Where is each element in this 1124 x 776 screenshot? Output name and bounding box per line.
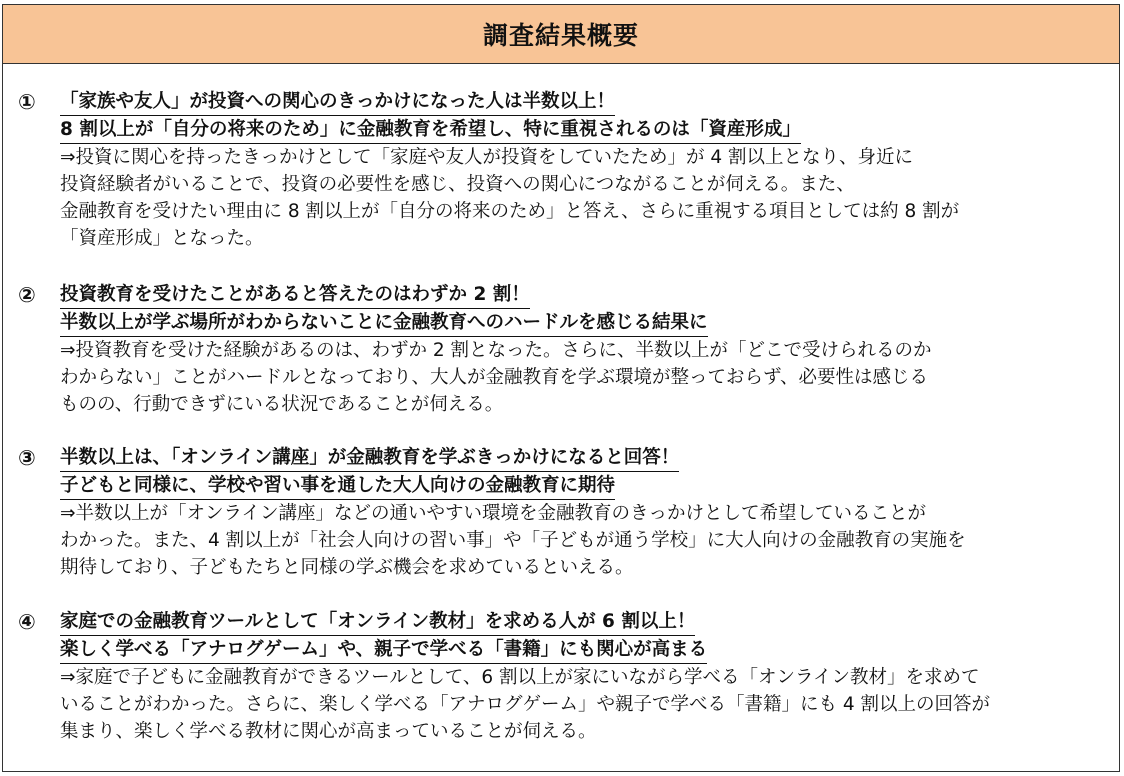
section-body-line: 投資経験者がいることで、投資の必要性を感じ、投資への関心につながることが伺える。また、 — [60, 174, 855, 195]
section-body-line: ⇒半数以上が「オンライン講座」などの通いやすい環境を金融教育のきっかけとして希望していることが — [60, 503, 926, 524]
section-number: ① — [18, 90, 36, 114]
section-body-line: わかった。また、4 割以上が「社会人向けの習い事」や「子どもが通う学校」に大人向けの金融教育の実施を — [60, 530, 966, 551]
section-headline: 8 割以上が「自分の将来のため」に金融教育を希望し、特に重視されるのは「資産形成」 — [60, 116, 801, 144]
section-headline: 半数以上が学ぶ場所がわからないことに金融教育へのハードルを感じる結果に — [60, 309, 708, 337]
section-number: ② — [18, 283, 36, 307]
section-headline: 半数以上は、「オンライン講座」が金融教育を学ぶきっかけになると回答！ — [60, 444, 679, 472]
section-headline: 楽しく学べる「アナログゲーム」や、親子で学べる「書籍」にも関心が高まる — [60, 636, 707, 664]
section-headline: 子どもと同様に、学校や習い事を通した大人向けの金融教育に期待 — [60, 472, 615, 500]
section-headline: 「家族や友人」が投資への関心のきっかけになった人は半数以上！ — [60, 88, 615, 116]
section-headline: 投資教育を受けたことがあると答えたのはわずか 2 割！ — [60, 281, 530, 309]
section-body-line: 金融教育を受けたい理由に 8 割以上が「自分の将来のため」と答え、さらに重視する項目としては約 8 割が — [60, 201, 960, 222]
page-title: 調査結果概要 — [482, 21, 639, 50]
section-headline: 家庭での金融教育ツールとして「オンライン教材」を求める人が 6 割以上！ — [60, 608, 695, 636]
section-body-line: 集まり、楽しく学べる教材に関心が高まっていることが伺える。 — [60, 721, 597, 742]
section-body-line: いることがわかった。さらに、楽しく学べる「アナログゲーム」や親子で学べる「書籍」にも 4 割以上の回答が — [60, 694, 991, 715]
section-number: ③ — [18, 446, 36, 470]
section-body-line: 「資産形成」となった。 — [60, 228, 264, 249]
section-body-line: 期待しており、子どもたちと同様の学ぶ機会を求めているといえる。 — [60, 557, 634, 578]
section-number: ④ — [18, 610, 36, 634]
section-body-line: ⇒投資教育を受けた経験があるのは、わずか 2 割となった。さらに、半数以上が「どこで受けられるのか — [60, 340, 932, 361]
section-body-line: ものの、行動できずにいる状況であることが伺える。 — [60, 394, 504, 415]
section-body-line: ⇒家庭で子どもに金融教育ができるツールとして、6 割以上が家にいながら学べる「オンライン教材」を求めて — [60, 667, 980, 688]
header-bar — [3, 5, 1119, 64]
section-body-line: ⇒投資に関心を持ったきっかけとして「家庭や友人が投資をしていたため」が 4 割以上となり、身近に — [60, 147, 914, 168]
section-body-line: わからない」ことがハードルとなっており、大人が金融教育を学ぶ環境が整っておらず、必要性は感じる — [60, 367, 929, 388]
